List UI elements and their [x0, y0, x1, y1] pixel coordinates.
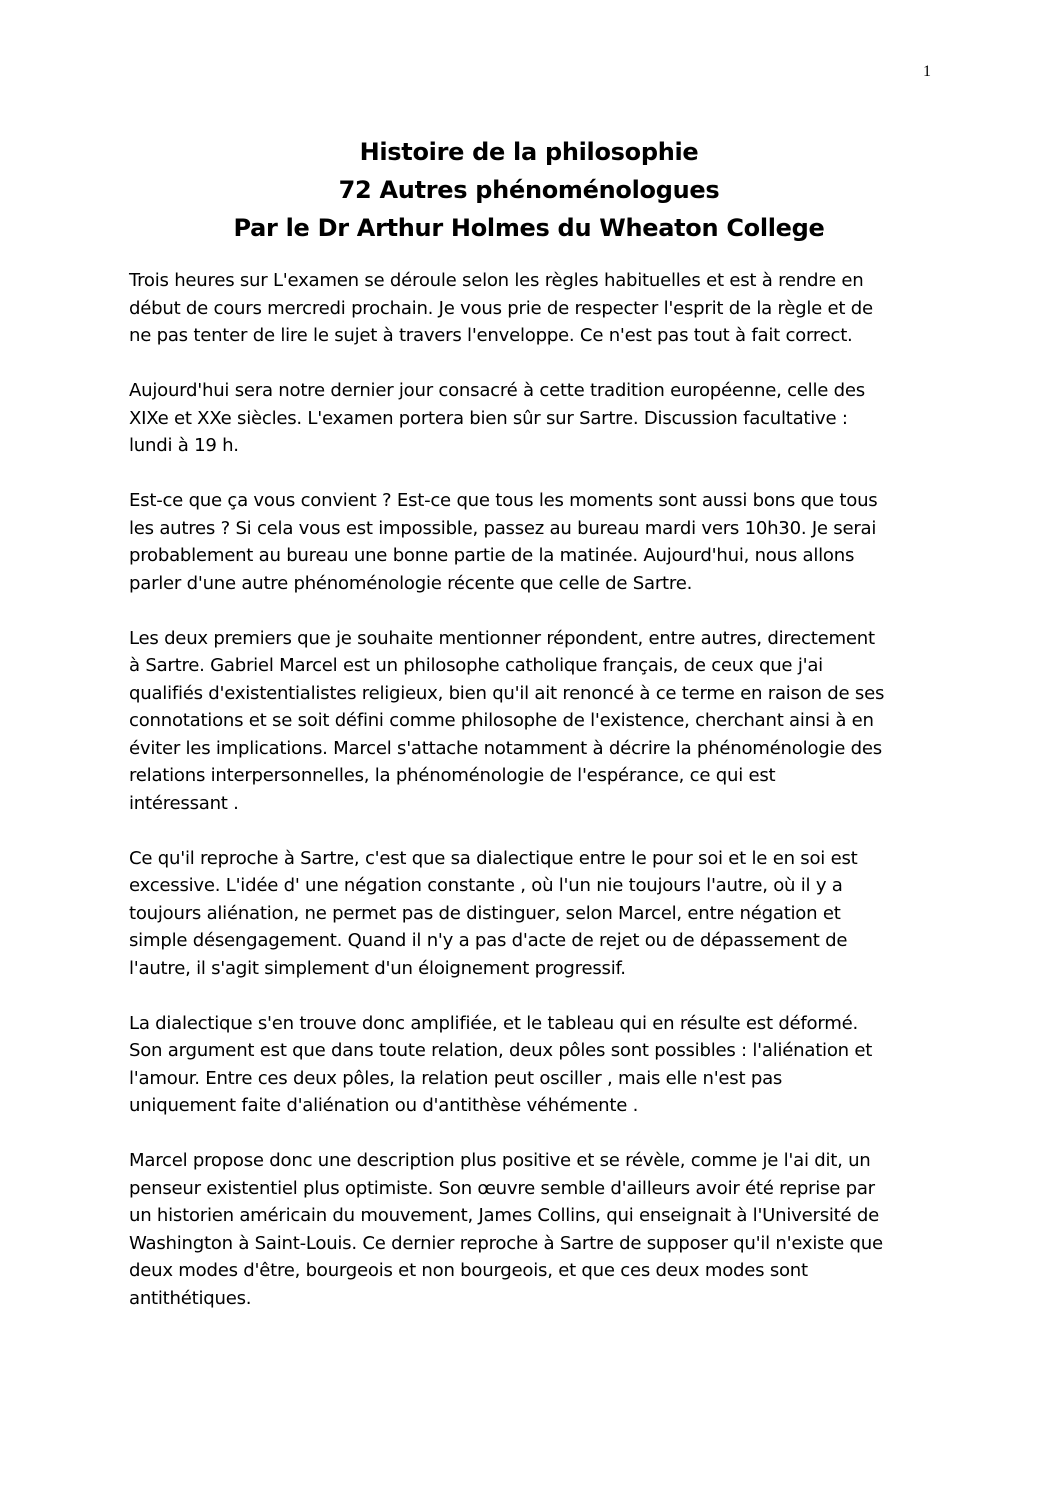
- text-line: à Sartre. Gabriel Marcel est un philosophe catholique français, de ceux que j'ai: [129, 655, 823, 676]
- text-line: uniquement faite d'aliénation ou d'antithèse véhémente .: [129, 1095, 639, 1116]
- paragraph-critique-sartre: [129, 845, 932, 983]
- text-line: La dialectique s'en trouve donc amplifiée, et le tableau qui en résulte est déformé.: [129, 1012, 859, 1034]
- text-line: l'amour. Entre ces deux pôles, la relation peut osciller , mais elle n'est pas: [129, 1067, 783, 1089]
- text-line: Washington à Saint-Louis. Ce dernier reproche à Sartre de supposer qu'il n'existe que: [129, 1232, 883, 1254]
- text-line: un historien américain du mouvement, James Collins, qui enseignait à l'Université de: [129, 1205, 879, 1226]
- title-line-author: Par le Dr Arthur Holmes du Wheaton College: [233, 214, 825, 242]
- text-line: Son argument est que dans toute relation, deux pôles sont possibles : l'aliénation et: [129, 1040, 873, 1061]
- text-line: ne pas tenter de lire le sujet à travers l'enveloppe. Ce n'est pas tout à fait correct.: [129, 325, 853, 346]
- title-line-course: Histoire de la philosophie: [359, 138, 699, 166]
- text-line: antithétiques.: [129, 1287, 252, 1309]
- page-number: 1: [923, 63, 931, 80]
- text-line: simple désengagement. Quand il n'y a pas d'acte de rejet ou de dépassement de: [129, 930, 848, 951]
- text-line: Aujourd'hui sera notre dernier jour consacré à cette tradition européenne, celle des: [129, 380, 865, 401]
- text-line: Marcel propose donc une description plus positive et se révèle, comme je l'ai dit, un: [129, 1150, 871, 1171]
- paragraph-gabriel-marcel: [129, 625, 932, 818]
- text-line: intéressant .: [129, 792, 239, 814]
- text-line: relations interpersonnelles, la phénoménologie de l'espérance, ce qui est: [129, 765, 776, 786]
- text-line: excessive. L'idée d' une négation constante , où l'un nie toujours l'autre, où il y a: [129, 875, 843, 896]
- text-line: Ce qu'il reproche à Sartre, c'est que sa dialectique entre le pour soi et le en soi est: [129, 847, 858, 869]
- text-line: toujours aliénation, ne permet pas de distinguer, selon Marcel, entre négation et: [129, 902, 841, 924]
- paragraph-exam-rules: [129, 267, 932, 350]
- text-line: penseur existentiel plus optimiste. Son œuvre semble d'ailleurs avoir été reprise par: [129, 1177, 875, 1199]
- document-body: [129, 267, 932, 1340]
- text-line: XIXe et XXe siècles. L'examen portera bien sûr sur Sartre. Discussion facultative :: [129, 407, 848, 429]
- paragraph-last-day: [129, 377, 932, 460]
- text-line: les autres ? Si cela vous est impossible, passez au bureau mardi vers 10h30. Je serai: [129, 517, 877, 539]
- text-line: Trois heures sur L'examen se déroule selon les règles habituelles et est à rendre en: [129, 270, 864, 291]
- text-line: qualifiés d'existentialistes religieux, bien qu'il ait renoncé à ce terme en raison de ses: [129, 682, 885, 704]
- paragraph-james-collins: [129, 1147, 932, 1312]
- paragraph-dialectic: [129, 1010, 932, 1120]
- document-title: [0, 133, 1058, 247]
- text-line: connotations et se soit défini comme philosophe de l'existence, cherchant ainsi à en: [129, 710, 874, 731]
- text-line: lundi à 19 h.: [129, 435, 239, 456]
- text-line: probablement au bureau une bonne partie de la matinée. Aujourd'hui, nous allons: [129, 545, 855, 566]
- text-line: deux modes d'être, bourgeois et non bourgeois, et que ces deux modes sont: [129, 1260, 808, 1281]
- text-line: éviter les implications. Marcel s'attache notamment à décrire la phénoménologie des: [129, 737, 882, 759]
- text-line: début de cours mercredi prochain. Je vous prie de respecter l'esprit de la règle et de: [129, 297, 873, 319]
- text-line: Est-ce que ça vous convient ? Est-ce que tous les moments sont aussi bons que tous: [129, 490, 878, 511]
- paragraph-schedule: [129, 487, 932, 597]
- text-line: Les deux premiers que je souhaite mentionner répondent, entre autres, directement: [129, 627, 875, 649]
- title-line-lecture: 72 Autres phénoménologues: [338, 176, 720, 204]
- text-line: l'autre, il s'agit simplement d'un éloignement progressif.: [129, 957, 626, 979]
- text-line: parler d'une autre phénoménologie récente que celle de Sartre.: [129, 572, 693, 594]
